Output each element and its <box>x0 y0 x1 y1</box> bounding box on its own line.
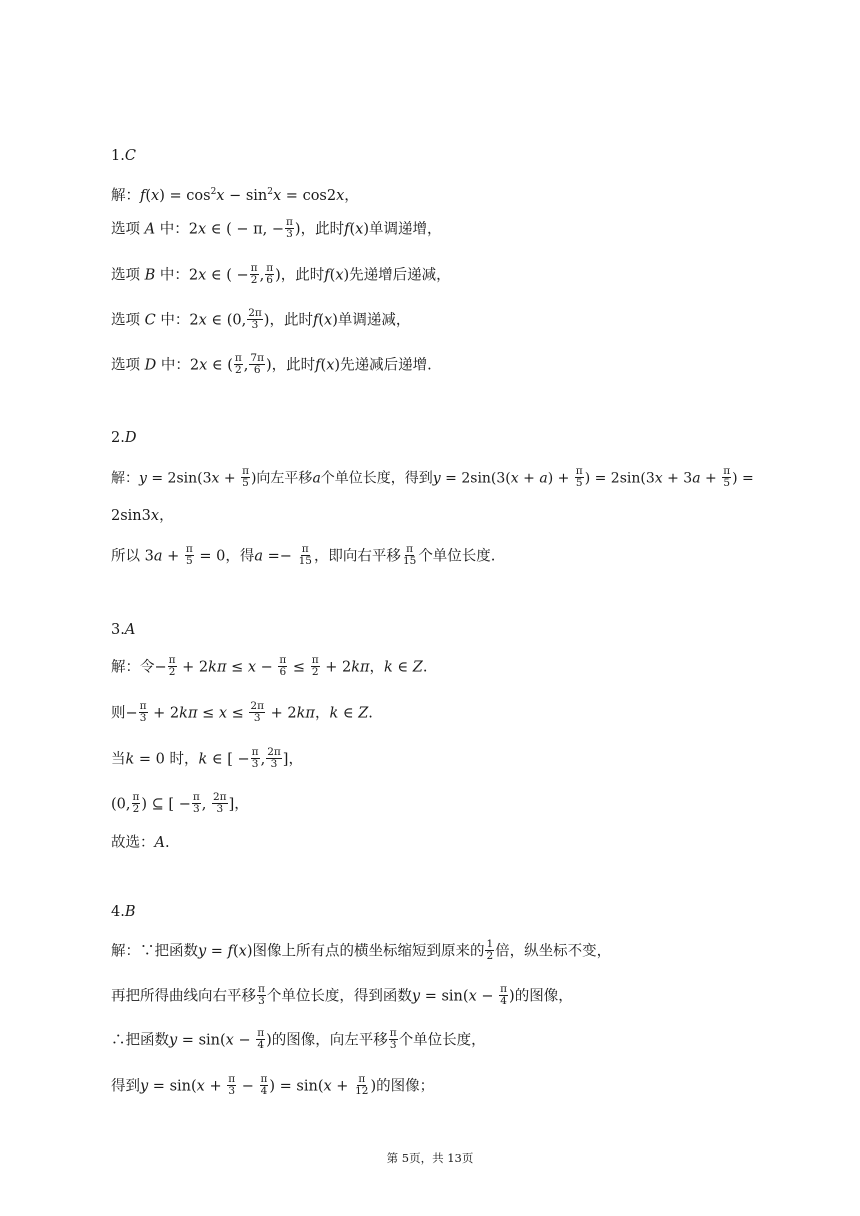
problem-4-line-2: 再把所得曲线向右平移 $\frac{\pi}{3}$ 个单位长度，得到函数y = sin(x − $\frac{\pi}{4}$ )的图像， <box>111 983 573 1007</box>
problem-4-header: 4.B <box>111 904 136 920</box>
problem-3-line-1: 解：令− $\frac{\pi}{2}$ + 2kπ ≤ x − $\frac{\pi}{6}$ ≤ $\frac{\pi}{2}$ + 2kπ，k ∈ Z. <box>111 654 428 678</box>
problem-3-line-4: (0, $\frac{\pi}{2}$ ) ⊆ [ − $\frac{\pi}{3}$ , $\frac{2\pi}{3}$ ]， <box>111 791 249 815</box>
problem-1-line-4: 选项 C 中：2x ∈ (0, $\frac{2\pi}{3}$ )，此时f(x)单调递减， <box>111 307 411 331</box>
problem-4-line-3: ∴把函数y = sin(x − $\frac{\pi}{4}$ )的图像，向左平移 $\frac{\pi}{3}$ 个单位长度， <box>111 1027 486 1051</box>
problem-4-line-1: 解：∵把函数y = f(x)图像上所有点的横坐标缩短到原来的 $\frac{1}{2}$ 倍，纵坐标不变， <box>111 938 612 962</box>
problem-3-line-5: 故选：A. <box>111 835 170 851</box>
problem-1-line-2: 选项 A 中：2x ∈ ( − π, − $\frac{\pi}{3}$ )，此时f(x)单调递增， <box>111 216 442 240</box>
problem-1-line-5: 选项 D 中：2x ∈ ( $\frac{\pi}{2}$ , $\frac{7\pi}{6}$ )，此时f(x)先递减后递增. <box>111 352 432 376</box>
problem-2-line-1: 解：y = 2sin(3x + $\frac{\pi}{5}$ )向左平移a个单位长度，得到y = 2sin(3(x + a) + $\frac{\pi}{5}$ ) = 2sin(3x + 3a + $\frac{\pi}{5}$ ) = <box>111 465 754 489</box>
problem-3-line-2: 则− $\frac{\pi}{3}$ + 2kπ ≤ x ≤ $\frac{2\pi}{3}$ + 2kπ，k ∈ Z. <box>111 700 373 724</box>
problem-3-line-3: 当k = 0 时，k ∈ [ − $\frac{\pi}{3}$ , $\frac{2\pi}{3}$ ]， <box>111 746 303 770</box>
problem-4-line-4: 得到y = sin(x + $\frac{\pi}{3}$ − $\frac{\pi}{4}$ ) = sin(x + $\frac{\pi}{12}$ )的图像； <box>111 1073 435 1097</box>
problem-2-line-2: 2sin3x， <box>111 508 174 524</box>
problem-1-line-3: 选项 B 中：2x ∈ ( − $\frac{\pi}{2}$ , $\frac{\pi}{6}$ )，此时f(x)先递增后递减， <box>111 262 451 286</box>
problem-1-line-1: 解：$f(x) = \cos^2x - \sin^2x = \cos 2x$， <box>111 187 359 204</box>
problem-1-header: 1.C <box>111 148 136 164</box>
problem-2-line-3: 所以 3a + $\frac{\pi}{5}$ = 0，得a =− $\frac{\pi}{15}$ ，即向右平移 $\frac{\pi}{15}$ 个单位长度. <box>111 543 496 567</box>
problem-2-header: 2.D <box>111 430 137 446</box>
page-footer: 第 5页，共 13页 <box>386 1151 474 1165</box>
problem-3-header: 3.A <box>111 622 136 638</box>
